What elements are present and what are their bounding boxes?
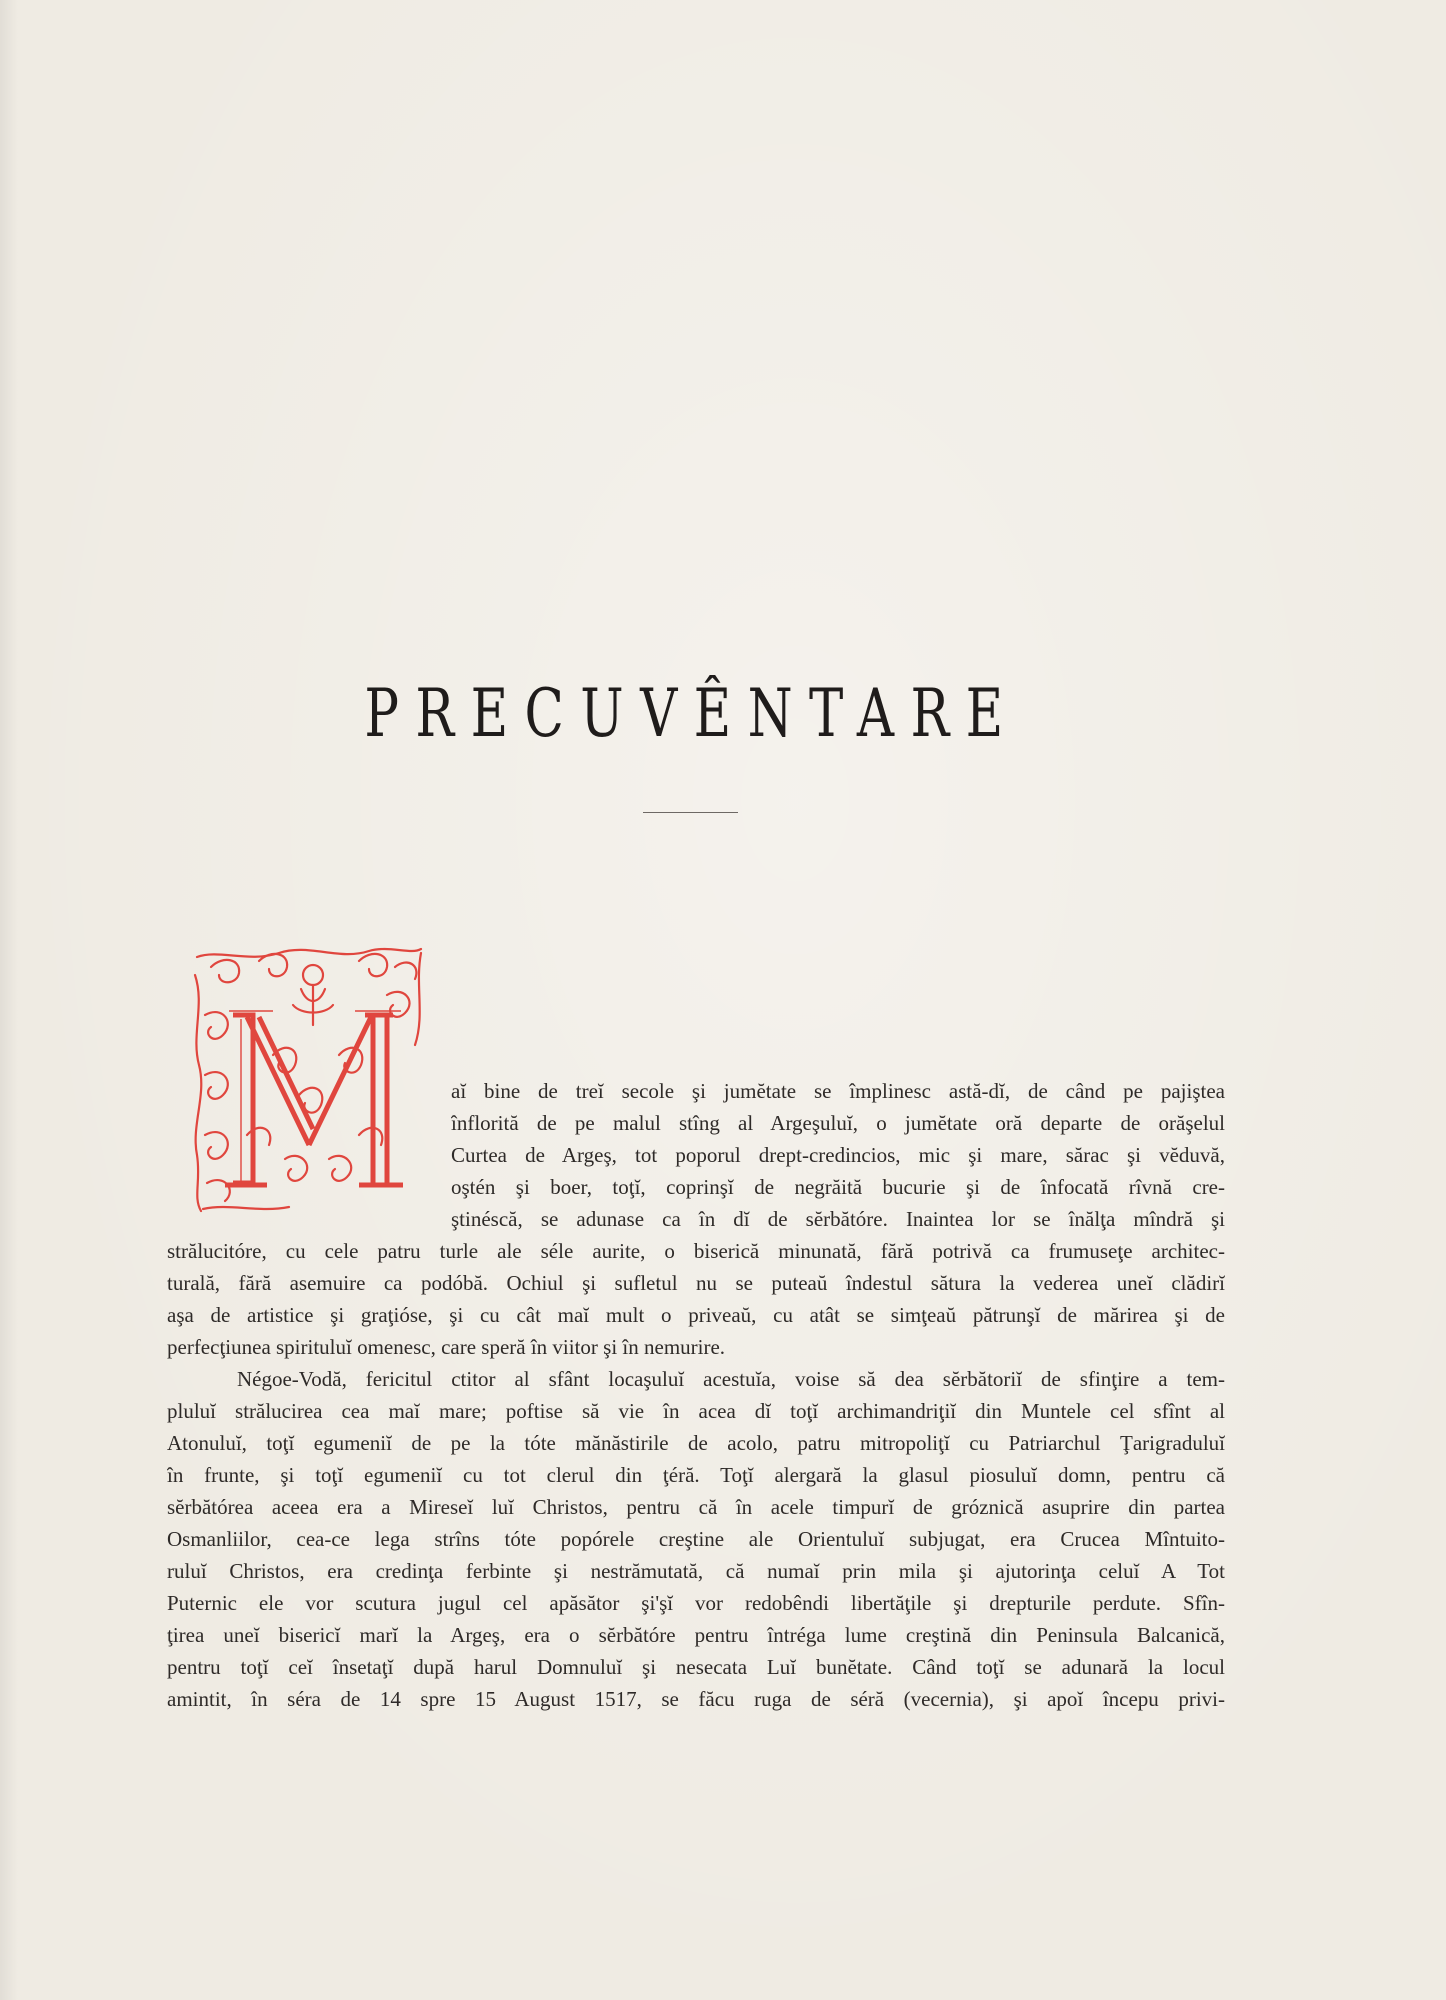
text-line: aĭ bine de treĭ secole şi jumĕtate se împlinesc astă-dĭ, de când pe pajiştea: [451, 1079, 1225, 1103]
text-line: pentru toţĭ ceĭ însetaţĭ după harul Domnuluĭ şi nesecata Luĭ bunĕtate. Când toţĭ se adunară la locul: [167, 1655, 1225, 1679]
text-line: Curtea de Argeş, tot poporul drept-credincios, mic şi mare, sărac şi vĕduvă,: [451, 1143, 1225, 1167]
text-line: ţirea uneĭ bisericĭ marĭ la Argeş, era o sĕrbătóre pentru întréga lume creştină din Peninsula Balcanică,: [167, 1623, 1225, 1647]
title-divider: [643, 812, 738, 813]
text-line: Négoe-Vodă, fericitul ctitor al sfânt locaşuluĭ acestuĭa, voise să dea sĕrbătoriĭ de sfinţire a tem-: [237, 1367, 1225, 1391]
text-line: în frunte, şi toţĭ egumeniĭ cu tot clerul din ţéră. Toţĭ alergară la glasul piosuluĭ domn, pentru că: [167, 1463, 1225, 1487]
text-line: oştén şi boer, toţĭ, coprinşĭ de negrăită bucurie şi de înfocată rîvnă cre-: [451, 1175, 1225, 1199]
text-line: Atonuluĭ, toţĭ egumeniĭ de pe la tóte mănăstirile de acolo, patru mitropoliţĭ cu Patriarchul Ţarigraduluĭ: [167, 1431, 1225, 1455]
text-line: perfecţiunea spirituluĭ omenesc, care speră în viitor şi în nemurire.: [167, 1335, 726, 1359]
text-line: Puternic ele vor scutura jugul cel apăsător şi'şĭ vor redobêndi libertăţile şi drepturile perdute. Sfîn-: [167, 1591, 1225, 1615]
text-line: ruluĭ Christos, era credinţa ferbinte şi nestrămutată, că numaĭ prin mila şi ajutorinţa celuĭ A Tot: [167, 1559, 1225, 1583]
text-line: amintit, în séra de 14 spre 15 August 1517, se făcu ruga de séră (vecernia), şi apoĭ începu privi-: [167, 1687, 1225, 1711]
text-line: aşa de artistice şi graţióse, şi cu cât maĭ mult o priveaŭ, cu atât se simţeaŭ pătrunşĭ de mărirea şi de: [167, 1303, 1225, 1327]
text-line: turală, fără asemuire ca podóbă. Ochiul şi sufletul nu se puteaŭ îndestul sătura la vederea uneĭ clădirĭ: [167, 1271, 1225, 1295]
text-line: ştinéscă, se adunase ca în dĭ de sĕrbătóre. Inaintea lor se înălţa mîndră şi: [451, 1207, 1225, 1231]
body-text: [167, 1075, 1225, 1715]
text-line: pluluĭ strălucirea cea maĭ mare; poftise să vie în acea dĭ toţĭ archimandriţiĭ din Muntele cel sfînt al: [167, 1399, 1225, 1423]
page-title: PRECUVÊNTARE: [364, 675, 1020, 752]
text-line: sĕrbătórea aceea era a Mireseĭ luĭ Christos, pentru că în acele timpurĭ de gróznică asuprire din partea: [167, 1495, 1225, 1519]
text-line: strălucitóre, cu cele patru turle ale séle aurite, o biserică minunată, fără potrivă ca frumuseţe architec-: [167, 1239, 1225, 1263]
text-line: înflorită de pe malul stîng al Argeşuluĭ, o jumĕtate oră departe de orăşelul: [451, 1111, 1225, 1135]
text-line: Osmanliilor, cea-ce lega strîns tóte popórele creştine ale Orientuluĭ subjugat, era Crucea Mîntuito-: [167, 1527, 1225, 1551]
